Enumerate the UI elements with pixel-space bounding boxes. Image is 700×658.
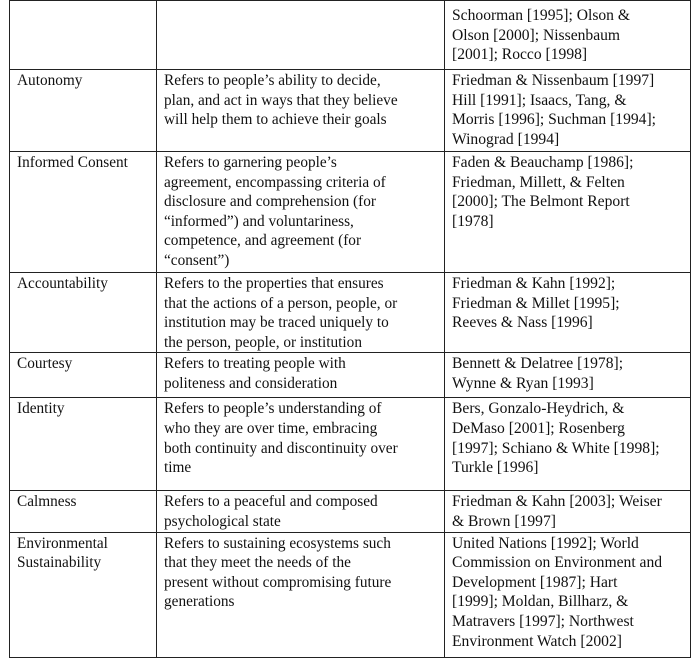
definition-cell bbox=[157, 152, 445, 273]
term-cell: Courtesy bbox=[10, 353, 157, 398]
reference-line: Olson [2000]; Nissenbaum bbox=[452, 26, 621, 44]
table-row bbox=[10, 491, 691, 532]
definition-line: both continuity and discontinuity over bbox=[164, 439, 398, 457]
reference-line: Friedman & Millet [1995]; bbox=[452, 294, 620, 312]
definition-line: that they meet the needs of the bbox=[164, 554, 351, 572]
definition-line: the person, people, or institution bbox=[164, 333, 362, 351]
term-cell: Autonomy bbox=[10, 70, 157, 152]
table-row bbox=[10, 353, 691, 398]
reference-line: DeMaso [2001]; Rosenberg bbox=[452, 419, 625, 437]
definition-line: agreement, encompassing criteria of bbox=[164, 173, 386, 191]
definition-line: that the actions of a person, people, or bbox=[164, 294, 398, 312]
references-cell bbox=[445, 398, 691, 491]
term-cell: Identity bbox=[10, 398, 157, 491]
reference-line: United Nations [1992]; World bbox=[452, 534, 639, 552]
references-cell bbox=[445, 273, 691, 353]
reference-line: Schoorman [1995]; Olson & bbox=[452, 7, 631, 24]
reference-line: Reeves & Nass [1996] bbox=[452, 314, 593, 332]
definition-line: will help them to achieve their goals bbox=[164, 111, 387, 129]
definition-line: present without compromising future bbox=[164, 573, 392, 591]
values-table-body bbox=[10, 1, 691, 658]
references-cell bbox=[445, 1, 691, 70]
reference-line: Turkle [1996] bbox=[452, 459, 539, 477]
definition-line: Refers to garnering people’s bbox=[164, 154, 337, 171]
values-table bbox=[9, 0, 691, 658]
definition-line: institution may be traced uniquely to bbox=[164, 314, 389, 332]
reference-line: Matravers [1997]; Northwest bbox=[452, 612, 634, 630]
definition-line: who they are over time, embracing bbox=[164, 419, 378, 437]
definition-line: psychological state bbox=[164, 512, 281, 530]
reference-line: Friedman, Millett, & Felten bbox=[452, 173, 625, 191]
reference-line: Morris [1996]; Suchman [1994]; bbox=[452, 111, 656, 129]
definition-line: Refers to sustaining ecosystems such bbox=[164, 534, 391, 552]
definition-line: generations bbox=[164, 593, 235, 611]
reference-line: Commission on Environment and bbox=[452, 554, 663, 572]
references-cell bbox=[445, 532, 691, 657]
reference-line: Winograd [1994] bbox=[452, 130, 560, 148]
reference-line: Bennett & Delatree [1978]; bbox=[452, 355, 624, 373]
table-row bbox=[10, 532, 691, 657]
table-row bbox=[10, 152, 691, 273]
definition-cell bbox=[157, 532, 445, 657]
reference-line: Hill [1991]; Isaacs, Tang, & bbox=[452, 91, 627, 109]
reference-line: [1997]; Schiano & White [1998]; bbox=[452, 439, 660, 457]
reference-line: [1999]; Moldan, Billharz, & bbox=[452, 593, 629, 611]
reference-line: Friedman & Kahn [1992]; bbox=[452, 275, 616, 292]
definition-line: Refers to the properties that ensures bbox=[164, 275, 384, 292]
definition-line: plan, and act in ways that they believe bbox=[164, 91, 398, 109]
reference-line: Wynne & Ryan [1993] bbox=[452, 374, 594, 392]
reference-line: [2001]; Rocco [1998] bbox=[452, 46, 588, 64]
definition-cell bbox=[157, 398, 445, 491]
definition-cell bbox=[157, 353, 445, 398]
reference-line: Friedman & Kahn [2003]; Weiser bbox=[452, 493, 662, 511]
reference-line: [2000]; The Belmont Report bbox=[452, 193, 630, 211]
definition-cell bbox=[157, 491, 445, 532]
references-cell bbox=[445, 152, 691, 273]
definition-line: competence, and agreement (for bbox=[164, 232, 362, 250]
term-cell: Environmental Sustainability bbox=[10, 532, 157, 657]
definition-cell bbox=[157, 273, 445, 353]
definition-cell bbox=[157, 1, 445, 70]
term-cell: Calmness bbox=[10, 491, 157, 532]
reference-line: [1978] bbox=[452, 212, 494, 230]
definition-line: politeness and consideration bbox=[164, 374, 338, 392]
definition-line: “consent”) bbox=[164, 251, 230, 269]
term-cell: Informed Consent bbox=[10, 152, 157, 273]
table-row bbox=[10, 1, 691, 70]
reference-line: Environment Watch [2002] bbox=[452, 632, 622, 650]
term-cell: Accountability bbox=[10, 273, 157, 353]
references-cell bbox=[445, 70, 691, 152]
table-row bbox=[10, 273, 691, 353]
reference-line: Friedman & Nissenbaum [1997] bbox=[452, 72, 655, 89]
reference-line: & Brown [1997] bbox=[452, 512, 556, 530]
term-cell bbox=[10, 1, 157, 70]
definition-line: “informed”) and voluntariness, bbox=[164, 212, 354, 230]
definition-line: disclosure and comprehension (for bbox=[164, 193, 376, 211]
references-cell bbox=[445, 353, 691, 398]
references-cell bbox=[445, 491, 691, 532]
definition-line: Refers to people’s ability to decide, bbox=[164, 72, 381, 89]
definition-line: time bbox=[164, 459, 192, 477]
reference-line: Development [1987]; Hart bbox=[452, 573, 618, 591]
definition-line: Refers to a peaceful and composed bbox=[164, 493, 378, 511]
definition-cell bbox=[157, 70, 445, 152]
reference-line: Bers, Gonzalo-Heydrich, & bbox=[452, 400, 625, 418]
table-row bbox=[10, 70, 691, 152]
reference-line: Faden & Beauchamp [1986]; bbox=[452, 154, 634, 171]
table-row bbox=[10, 398, 691, 491]
definition-line: Refers to treating people with bbox=[164, 355, 346, 373]
definition-line: Refers to people’s understanding of bbox=[164, 400, 382, 418]
